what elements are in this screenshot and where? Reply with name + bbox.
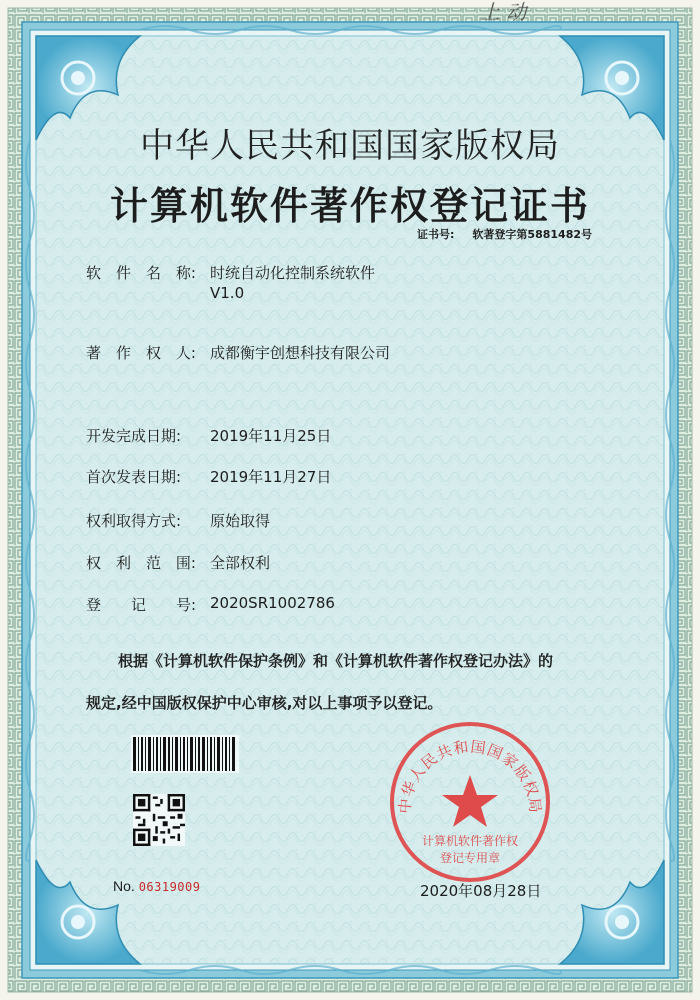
handwritten-note: 上 动 <box>480 0 527 24</box>
software-name: 时统自动化控制系统软件 <box>210 264 376 282</box>
svg-text:登记专用章: 登记专用章 <box>439 851 501 865</box>
first-publish-label: 首次发表日期: <box>86 468 182 486</box>
seal-star-icon <box>442 775 498 827</box>
acquisition-method: 原始取得 <box>210 512 271 530</box>
certificate-number-value: 软著登字第5881482号 <box>472 228 592 241</box>
certificate-title: 计算机软件著作权登记证书 <box>109 183 590 228</box>
issuer-name: 中华人民共和国国家版权局 <box>140 126 560 166</box>
serial-value: 06319009 <box>138 880 201 894</box>
statement-line-1: 根据《计算机软件保护条例》和《计算机软件著作权登记办法》的 <box>118 652 554 670</box>
official-seal <box>385 717 555 887</box>
certificate-number <box>417 226 592 242</box>
qr-code-image <box>133 794 185 846</box>
certificate-number-label: 证书号: <box>417 228 455 241</box>
barcode-image <box>131 735 239 773</box>
svg-text:中华人民共和国国家版权局: 中华人民共和国国家版权局 <box>395 737 545 815</box>
first-publish-date: 2019年11月27日 <box>210 468 332 486</box>
rights-scope: 全部权利 <box>210 554 271 572</box>
acquisition-label: 权利取得方式: <box>86 512 182 530</box>
scope-label: 权 利 范 围: <box>86 554 196 572</box>
svg-text:计算机软件著作权: 计算机软件著作权 <box>421 834 519 848</box>
reg-number-label: 登 记 号: <box>86 596 196 614</box>
serial-number <box>113 878 200 894</box>
registration-number: 2020SR1002786 <box>210 594 335 612</box>
dev-complete-date: 2019年11月25日 <box>210 427 332 445</box>
copyright-owner: 成都衡宇创想科技有限公司 <box>210 344 391 362</box>
dev-complete-label: 开发完成日期: <box>86 427 182 445</box>
owner-label: 著 作 权 人: <box>86 344 196 362</box>
issue-date: 2020年08月28日 <box>420 882 542 900</box>
statement-line-2: 规定,经中国版权保护中心审核,对以上事项予以登记。 <box>86 694 443 712</box>
software-name-label: 软 件 名 称: <box>86 264 196 282</box>
software-version: V1.0 <box>210 284 245 302</box>
serial-label: No. <box>113 878 135 894</box>
